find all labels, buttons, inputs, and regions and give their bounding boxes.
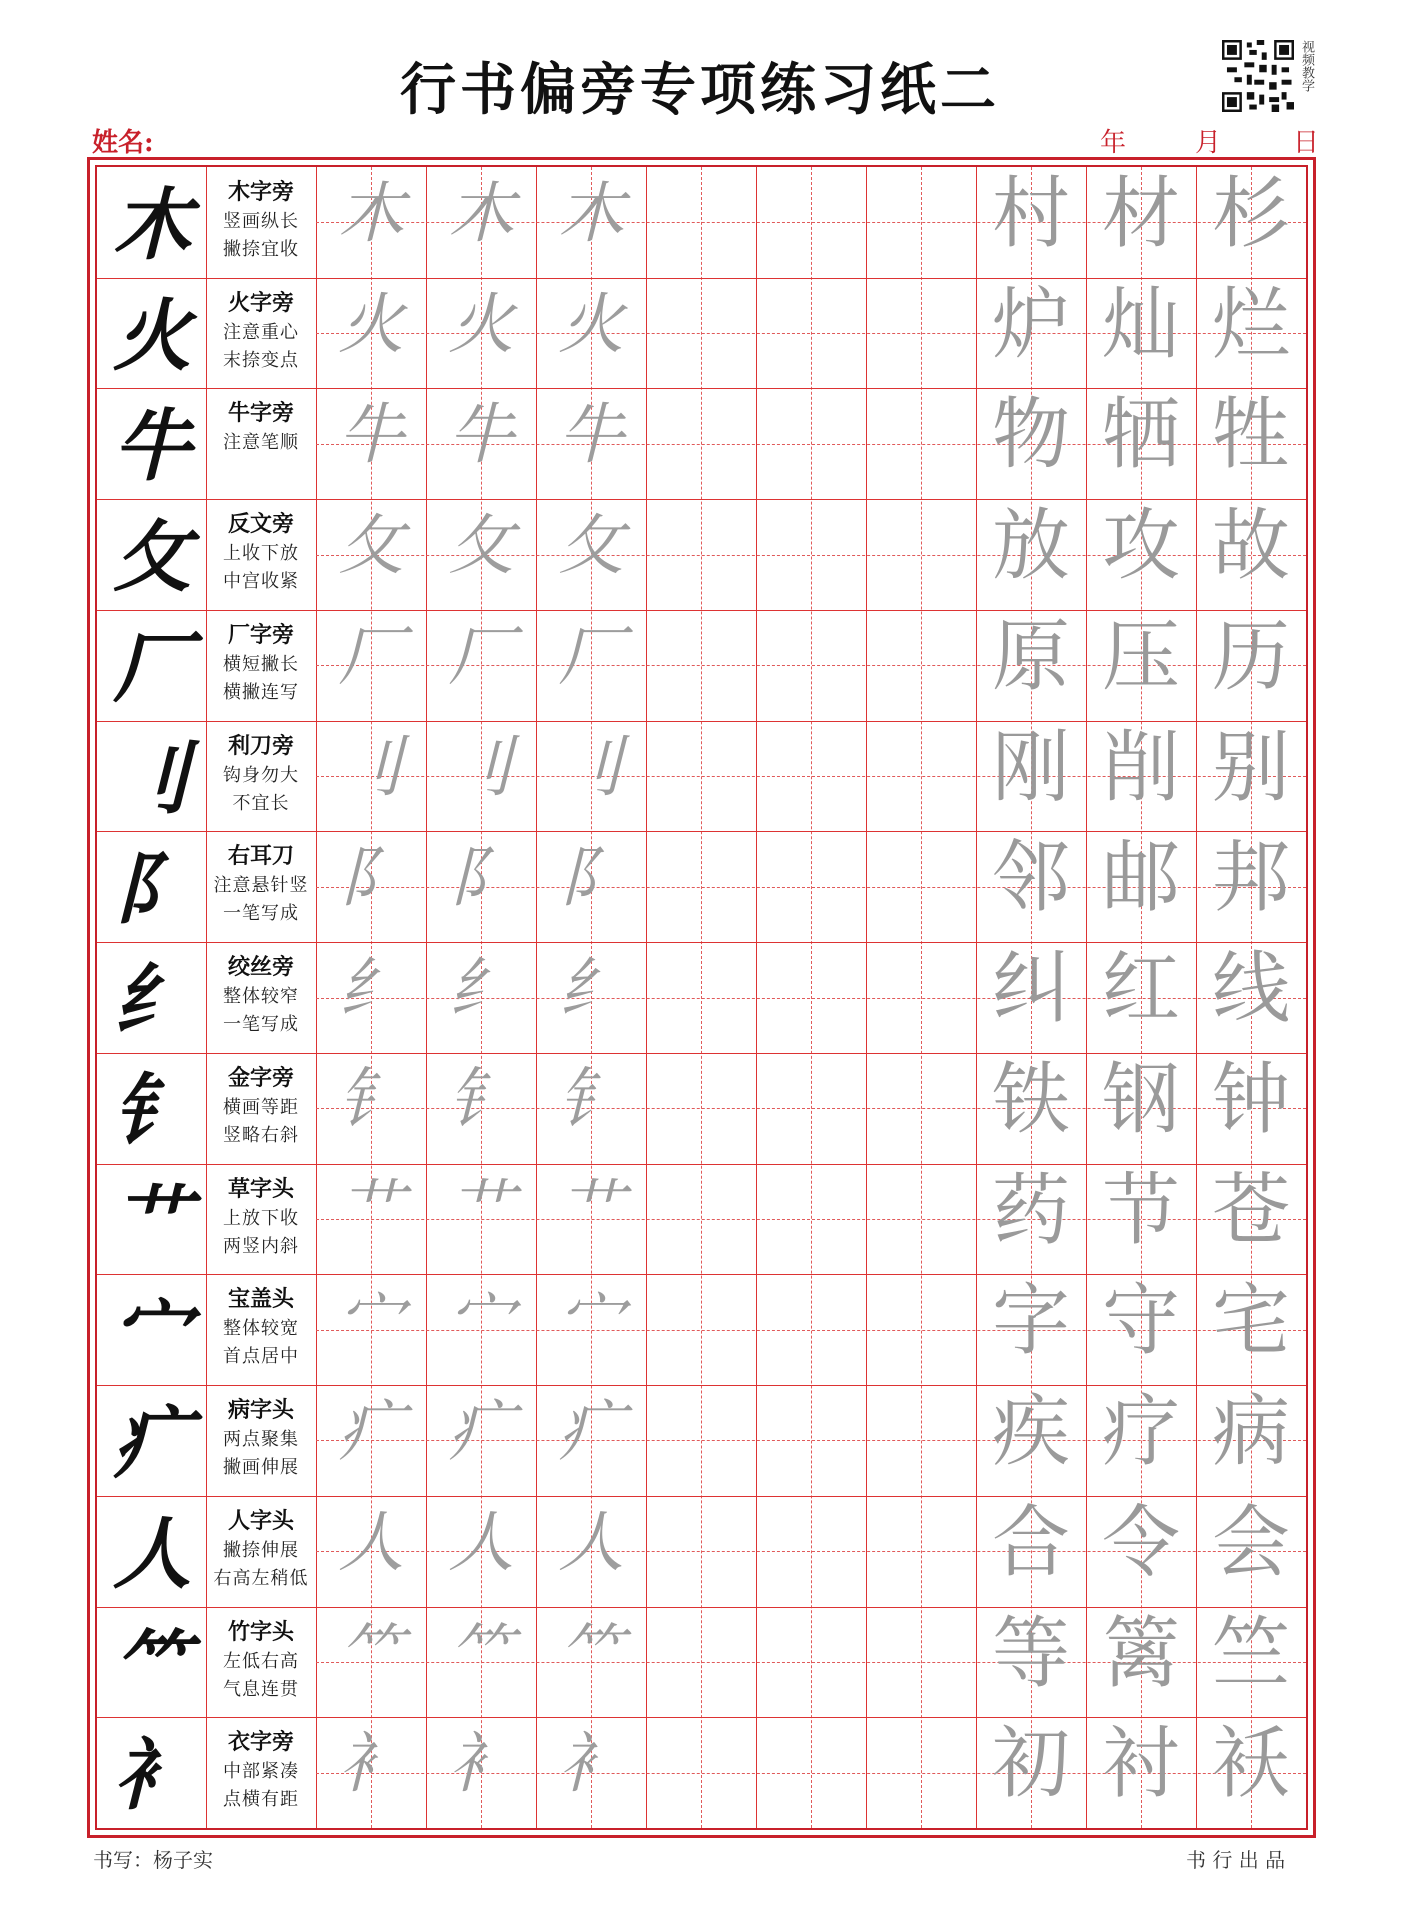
example-character: 衬 [1101, 1719, 1180, 1810]
trace-radical: 牛 [448, 396, 514, 474]
example-character: 线 [1211, 944, 1290, 1035]
trace-radical: 厂 [558, 617, 624, 695]
example-character: 节 [1101, 1165, 1180, 1256]
trace-radical: 攵 [338, 507, 404, 585]
example-character: 烂 [1211, 279, 1290, 370]
radical-model: 纟 [112, 955, 191, 1047]
example-character: 等 [991, 1608, 1070, 1699]
example-character: 守 [1101, 1276, 1180, 1367]
example-character: 历 [1211, 611, 1290, 702]
radical-name: 利刀旁 [227, 732, 294, 759]
radical-model: 刂 [112, 733, 191, 825]
radical-name: 厂字旁 [227, 621, 294, 648]
example-character: 削 [1101, 722, 1180, 813]
example-character: 初 [991, 1719, 1070, 1810]
radical-model: ⺮ [112, 1619, 191, 1711]
date-day-label: 日 [1293, 128, 1320, 158]
trace-radical: 衤 [338, 1725, 404, 1803]
stroke-tip: 左低右高 [223, 1650, 299, 1672]
trace-radical: 厂 [338, 617, 404, 695]
radical-model: 钅 [112, 1065, 191, 1157]
example-character: 牲 [1211, 390, 1290, 481]
radical-model: 火 [112, 290, 191, 382]
stroke-tip: 整体较窄 [223, 986, 299, 1008]
example-character: 药 [991, 1165, 1070, 1256]
stroke-tip: 气息连贯 [223, 1678, 299, 1700]
stroke-tip: 钩身勿大 [223, 764, 299, 786]
radical-model: 衤 [112, 1730, 191, 1822]
stroke-tip: 两竖内斜 [223, 1235, 299, 1257]
example-character: 压 [1101, 611, 1180, 702]
stroke-tip: 不宜长 [232, 792, 290, 814]
example-character: 钢 [1101, 1054, 1180, 1145]
name-label: 姓名: [92, 128, 154, 158]
radical-model: 艹 [112, 1176, 191, 1268]
trace-radical: 火 [338, 285, 404, 363]
stroke-tip: 末捺变点 [223, 349, 299, 371]
stroke-tip: 中部紧凑 [223, 1761, 299, 1783]
example-character: 纠 [991, 944, 1070, 1035]
example-character: 铁 [991, 1054, 1070, 1145]
example-character: 邻 [991, 833, 1070, 924]
grid-row-line [97, 831, 1306, 832]
grid-row-line [97, 1717, 1306, 1718]
example-character: 钟 [1211, 1054, 1290, 1145]
grid-row-line [97, 1607, 1306, 1608]
trace-radical: 钅 [338, 1060, 404, 1138]
grid-row-line [97, 499, 1306, 500]
stroke-tip: 注意笔顺 [223, 432, 299, 454]
example-character: 邦 [1211, 833, 1290, 924]
page-title: 行书偏旁专项练习纸二 [400, 57, 1000, 123]
example-character: 疾 [991, 1387, 1070, 1478]
trace-radical: 阝 [558, 839, 624, 917]
trace-radical: 木 [448, 175, 514, 252]
date-year-label: 年 [1100, 128, 1127, 158]
example-character: 刚 [991, 722, 1070, 813]
trace-radical: 宀 [448, 1282, 514, 1360]
trace-radical: 阝 [448, 839, 514, 917]
trace-radical: 攵 [448, 507, 514, 585]
stroke-tip: 首点居中 [223, 1346, 299, 1368]
trace-radical: ⺮ [558, 1614, 624, 1692]
trace-radical: 刂 [338, 728, 404, 806]
example-character: 会 [1211, 1497, 1290, 1588]
grid-row-line [97, 1164, 1306, 1165]
trace-radical: 疒 [448, 1393, 514, 1471]
stroke-tip: 横画等距 [223, 1096, 299, 1118]
example-character: 邮 [1101, 833, 1180, 924]
radical-model: 宀 [112, 1287, 191, 1379]
stroke-tip: 中宫收紧 [223, 571, 299, 593]
example-character: 令 [1101, 1497, 1180, 1588]
qr-caption: 视频教学 [1299, 40, 1314, 92]
radical-model: 厂 [112, 622, 191, 714]
grid-row-line [97, 721, 1306, 722]
example-character: 疗 [1101, 1387, 1180, 1478]
stroke-tip: 一笔写成 [223, 903, 299, 925]
stroke-tip: 右高左稍低 [213, 1567, 309, 1589]
example-character: 字 [991, 1276, 1070, 1367]
radical-model: 疒 [112, 1398, 191, 1490]
radical-model: 木 [112, 180, 191, 271]
date-month-label: 月 [1195, 128, 1222, 158]
trace-radical: 疒 [558, 1393, 624, 1471]
example-character: 放 [991, 501, 1070, 592]
radical-model: 人 [112, 1508, 191, 1600]
stroke-tip: 上放下收 [223, 1207, 299, 1229]
trace-radical: 人 [448, 1503, 514, 1581]
radical-model: 阝 [112, 844, 191, 936]
trace-radical: 纟 [558, 950, 624, 1028]
footer-publisher: 书 行 出 品 [1186, 1848, 1286, 1872]
example-character: 材 [1101, 169, 1180, 259]
trace-radical: 钅 [448, 1060, 514, 1138]
stroke-tip: 竖画纵长 [223, 211, 299, 232]
trace-radical: 疒 [338, 1393, 404, 1471]
stroke-tip: 注意重心 [223, 321, 299, 343]
trace-radical: 衤 [448, 1725, 514, 1803]
trace-radical: 牛 [558, 396, 624, 474]
grid-row-line [97, 388, 1306, 389]
trace-radical: 火 [558, 285, 624, 363]
trace-radical: 火 [448, 285, 514, 363]
example-character: 红 [1101, 944, 1180, 1035]
trace-radical: 衤 [558, 1725, 624, 1803]
qr-code-icon[interactable] [1222, 40, 1294, 112]
example-character: 灿 [1101, 279, 1180, 370]
example-character: 攻 [1101, 501, 1180, 592]
example-character: 牺 [1101, 390, 1180, 481]
trace-radical: 人 [338, 1503, 404, 1581]
grid-row-line [97, 1385, 1306, 1386]
stroke-tip: 两点聚集 [223, 1429, 299, 1451]
radical-model: 牛 [112, 401, 191, 493]
example-character: 苍 [1211, 1165, 1290, 1256]
stroke-tip: 竖略右斜 [223, 1124, 299, 1146]
example-character: 袄 [1211, 1719, 1290, 1810]
trace-radical: 木 [338, 175, 404, 252]
trace-radical: 阝 [338, 839, 404, 917]
example-character: 合 [991, 1497, 1070, 1588]
trace-radical: 纟 [448, 950, 514, 1028]
trace-radical: 纟 [338, 950, 404, 1028]
stroke-tip: 撇捺宜收 [223, 239, 299, 260]
radical-name: 衣字旁 [227, 1729, 294, 1756]
example-character: 别 [1211, 722, 1290, 813]
example-character: 篱 [1101, 1608, 1180, 1699]
example-character: 村 [991, 169, 1070, 259]
radical-name: 右耳刀 [227, 843, 294, 870]
grid-row-line [97, 610, 1306, 611]
stroke-tip: 一笔写成 [223, 1014, 299, 1036]
trace-radical: 人 [558, 1503, 624, 1581]
example-character: 炉 [991, 279, 1070, 370]
radical-name: 绞丝旁 [227, 954, 294, 981]
trace-radical: ⺮ [448, 1614, 514, 1692]
stroke-tip: 注意悬针竖 [213, 875, 309, 897]
footer-writer: 书写：杨子实 [93, 1848, 213, 1872]
example-character: 故 [1211, 501, 1290, 592]
trace-radical: 攵 [558, 507, 624, 585]
grid-row-line [97, 1496, 1306, 1497]
radical-name: 病字头 [227, 1397, 294, 1424]
example-character: 原 [991, 611, 1070, 702]
radical-name: 金字旁 [227, 1064, 294, 1091]
radical-name: 竹字头 [227, 1618, 294, 1645]
example-character: 宅 [1211, 1276, 1290, 1367]
stroke-tip: 横短撇长 [223, 653, 299, 675]
trace-radical: 刂 [448, 728, 514, 806]
trace-radical: 艹 [338, 1171, 404, 1249]
radical-name: 反文旁 [227, 511, 294, 538]
trace-radical: 牛 [338, 396, 404, 474]
stroke-tip: 点横有距 [223, 1789, 299, 1811]
trace-radical: 钅 [558, 1060, 624, 1138]
radical-name: 宝盖头 [227, 1286, 294, 1313]
example-character: 竺 [1211, 1608, 1290, 1699]
stroke-tip: 撇画伸展 [223, 1457, 299, 1479]
grid-row-line [97, 1053, 1306, 1054]
stroke-tip: 上收下放 [223, 543, 299, 565]
stroke-tip: 撇捺伸展 [223, 1539, 299, 1561]
radical-name: 草字头 [227, 1175, 294, 1202]
radical-model: 攵 [112, 512, 191, 604]
stroke-tip: 横撇连写 [223, 681, 299, 703]
radical-name: 牛字旁 [227, 400, 294, 427]
grid-row-line [97, 942, 1306, 943]
example-character: 病 [1211, 1387, 1290, 1478]
trace-radical: 艹 [558, 1171, 624, 1249]
grid-row-line [97, 278, 1306, 279]
grid-row-line [97, 1274, 1306, 1275]
stroke-tip: 整体较宽 [223, 1318, 299, 1340]
trace-radical: 刂 [558, 728, 624, 806]
trace-radical: 厂 [448, 617, 514, 695]
trace-radical: ⺮ [338, 1614, 404, 1692]
radical-name: 火字旁 [227, 289, 294, 316]
trace-radical: 木 [558, 175, 624, 252]
radical-name: 人字头 [227, 1507, 294, 1534]
radical-name: 木字旁 [227, 179, 294, 205]
example-character: 杉 [1211, 169, 1290, 259]
trace-radical: 艹 [448, 1171, 514, 1249]
trace-radical: 宀 [338, 1282, 404, 1360]
example-character: 物 [991, 390, 1070, 481]
trace-radical: 宀 [558, 1282, 624, 1360]
